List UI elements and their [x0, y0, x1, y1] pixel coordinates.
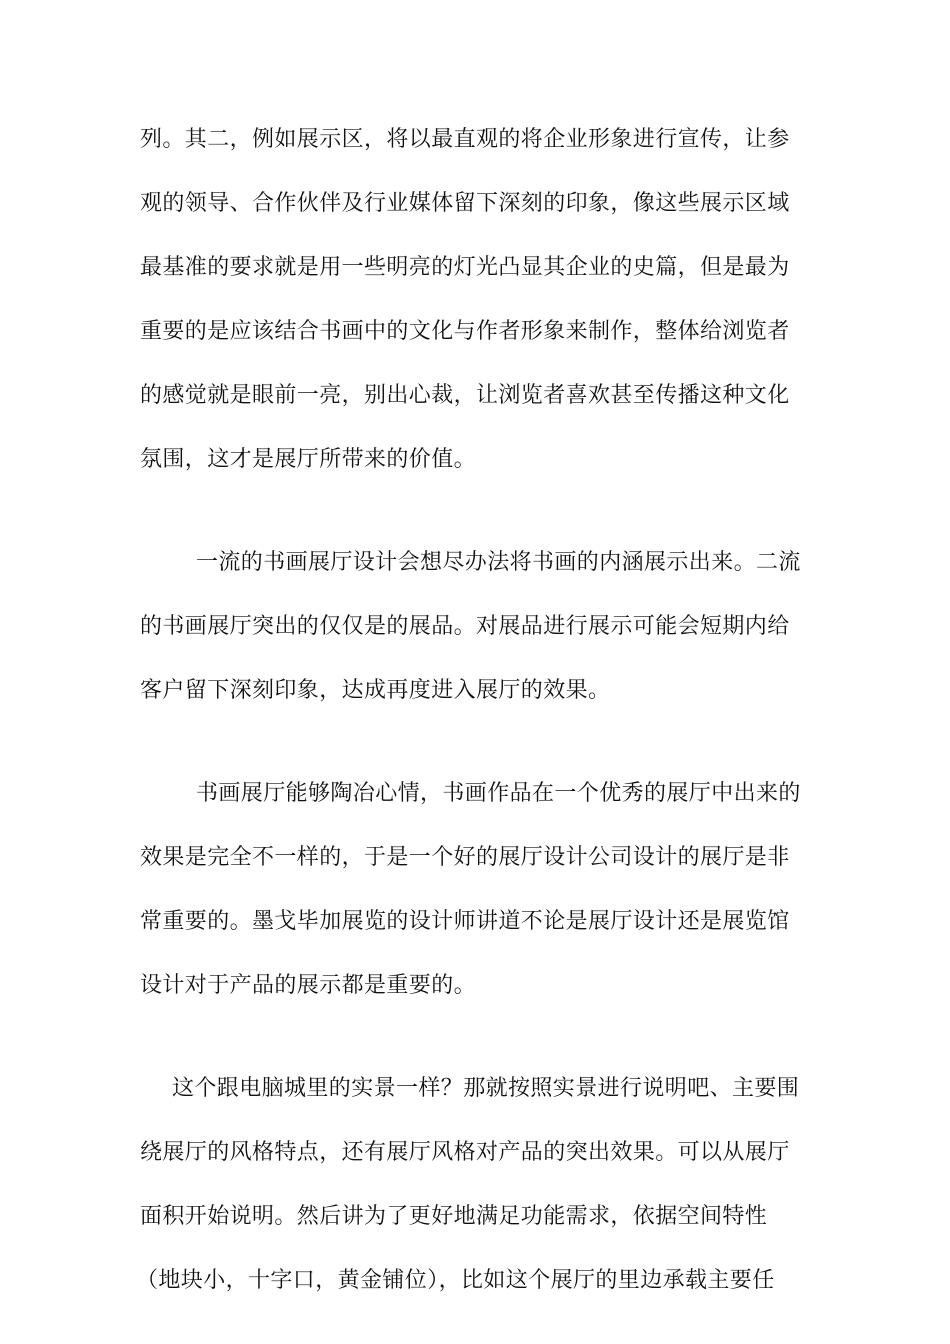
paragraph-2-line-3: 客户留下深刻印象，达成再度进入展厅的效果。 — [140, 678, 611, 703]
paragraph-1-line-4: 重要的是应该结合书画中的文化与作者形象来制作，整体给浏览者 — [140, 319, 790, 344]
paragraph-1-line-3: 最基准的要求就是用一些明亮的灯光凸显其企业的史篇，但是最为 — [140, 255, 790, 280]
paragraph-1-line-6: 氛围，这才是展厅所带来的价值。 — [140, 447, 477, 472]
paragraph-2-line-1: 一流的书画展厅设计会想尽办法将书画的内涵展示出来。二流 — [196, 550, 801, 575]
paragraph-3-line-2: 效果是完全不一样的，于是一个好的展厅设计公司设计的展厅是非 — [140, 845, 790, 870]
paragraph-3-line-4: 设计对于产品的展示都是重要的。 — [140, 973, 477, 998]
paragraph-1-line-1: 列。其二，例如展示区，将以最直观的将企业形象进行宣传，让参 — [140, 127, 790, 152]
paragraph-1-line-5: 的感觉就是眼前一亮，别出心裁，让浏览者喜欢甚至传播这种文化 — [140, 383, 790, 408]
paragraph-2-line-2: 的书画展厅突出的仅仅是的展品。对展品进行展示可能会短期内给 — [140, 614, 790, 639]
paragraph-4-line-2: 绕展厅的风格特点，还有展厅风格对产品的突出效果。可以从展厅 — [140, 1140, 790, 1165]
paragraph-4-line-3: 面积开始说明。然后讲为了更好地满足功能需求，依据空间特性 — [140, 1204, 768, 1229]
paragraph-3-line-1: 书画展厅能够陶冶心情，书画作品在一个优秀的展厅中出来的 — [196, 781, 801, 806]
paragraph-4-line-4: （地块小，十字口，黄金铺位），比如这个展厅的里边承载主要任 — [136, 1268, 775, 1293]
paragraph-4-line-1: 这个跟电脑城里的实景一样？那就按照实景进行说明吧、主要围 — [172, 1076, 800, 1101]
paragraph-3-line-3: 常重要的。墨戈毕加展览的设计师讲道不论是展厅设计还是展览馆 — [140, 909, 790, 934]
paragraph-1-line-2: 观的领导、合作伙伴及行业媒体留下深刻的印象，像这些展示区域 — [140, 191, 790, 216]
